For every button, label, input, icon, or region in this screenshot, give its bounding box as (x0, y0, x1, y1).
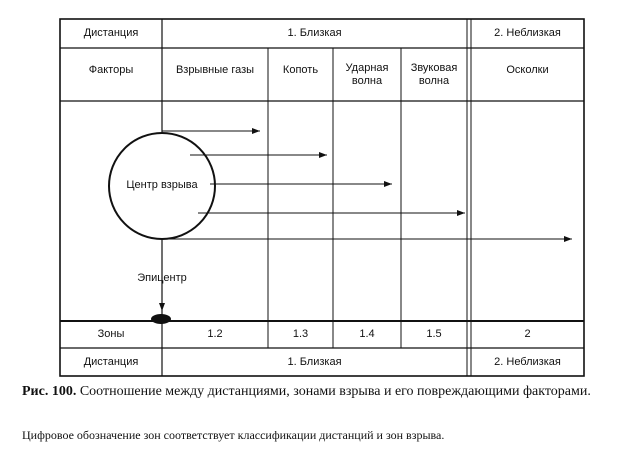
factor-sound-wave: Звуковая волна (410, 62, 458, 87)
factor-shock-wave: Ударная волна (345, 62, 389, 87)
figure-caption (22, 384, 612, 399)
zone-value-2: 2 (524, 328, 531, 340)
header-far-label: 2. Неблизкая (494, 27, 561, 39)
epicenter-marker (151, 314, 171, 324)
factors-label: Факторы (88, 64, 134, 76)
zones-label: Зоны (97, 328, 125, 340)
zone-value-1-5: 1.5 (426, 328, 442, 340)
factor-fragments: Осколки (506, 64, 549, 76)
footer-distance-label: Дистанция (83, 356, 139, 368)
explosion-center-label: Центр взрыва (126, 179, 198, 191)
footer-far-label: 2. Неблизкая (494, 356, 561, 368)
header-distance-label: Дистанция (83, 27, 139, 39)
zone-value-1-3: 1.3 (292, 328, 309, 340)
zone-value-1-4: 1.4 (359, 328, 375, 340)
header-near-label: 1. Близкая (287, 27, 342, 39)
zone-value-1-2: 1.2 (207, 328, 223, 340)
figure-number: Рис. 100. (22, 384, 77, 399)
footer-near-label: 1. Близкая (287, 356, 342, 368)
figure-caption-text: Соотношение между дистанциями, зонами взрыва и его повреждающими факторами. (79, 384, 591, 399)
figure-note: Цифровое обозначение зон соответствует классификации дистанций и зон взрыва. (22, 428, 445, 442)
factor-soot: Копоть (282, 64, 319, 76)
factor-explosive-gases: Взрывные газы (175, 64, 255, 76)
epicenter-label: Эпицентр (137, 272, 187, 284)
